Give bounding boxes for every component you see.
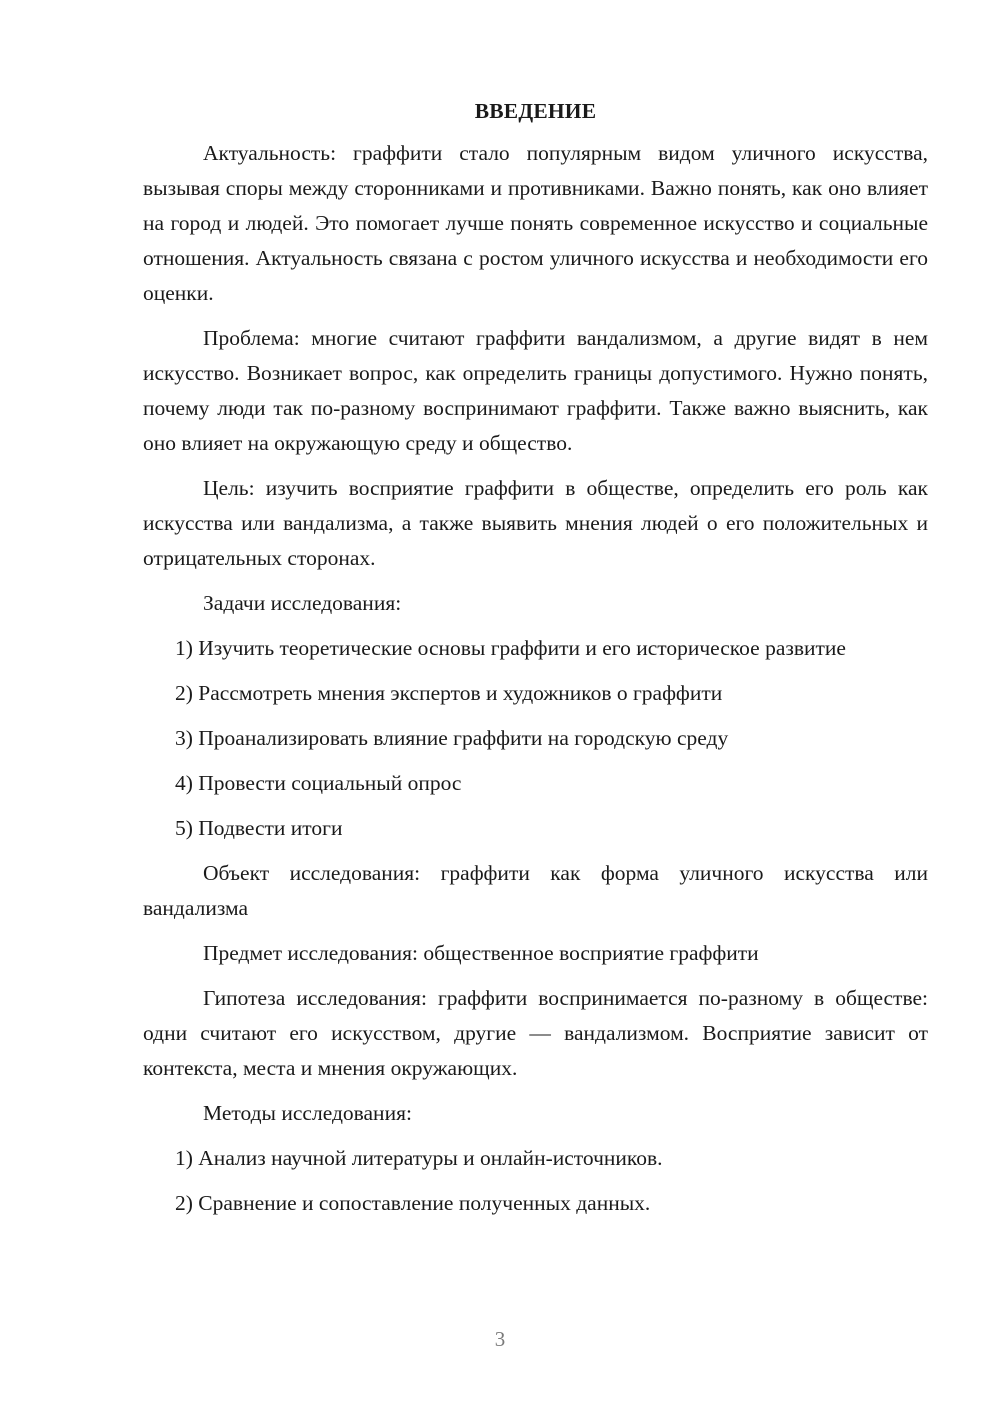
task-item-5: 5) Подвести итоги bbox=[175, 816, 343, 840]
task-item-1: 1) Изучить теоретические основы граффити и его историческое развитие bbox=[175, 636, 846, 660]
task-item-3: 3) Проанализировать влияние граффити на городскую среду bbox=[175, 726, 729, 750]
hypothesis-paragraph: Гипотеза исследования: граффити воспринимается по-разному в обществе: одни считают его искусством, другие — вандализмом. Восприятие зависит от контекста, места и мнения окружающих. bbox=[143, 986, 928, 1080]
object-paragraph: Объект исследования: граффити как форма уличного искусства или вандализма bbox=[143, 861, 928, 920]
methods-heading: Методы исследования: bbox=[203, 1101, 412, 1125]
page-content bbox=[143, 96, 928, 1231]
relevance-paragraph: Актуальность: граффити стало популярным видом уличного искусства, вызывая споры между сторонниками и противниками. Важно понять, как оно влияет на город и людей. Это помогает лучше понять современное искусство и социальные отношения. Актуальность связана с ростом уличного искусства и необходимости его оценки. bbox=[143, 141, 928, 305]
section-title: ВВЕДЕНИЕ bbox=[474, 99, 597, 123]
subject-paragraph: Предмет исследования: общественное восприятие граффити bbox=[203, 941, 759, 965]
method-item-2: 2) Сравнение и сопоставление полученных данных. bbox=[175, 1191, 651, 1215]
method-item-1: 1) Анализ научной литературы и онлайн-источников. bbox=[175, 1146, 663, 1170]
tasks-heading: Задачи исследования: bbox=[203, 591, 402, 615]
task-item-4: 4) Провести социальный опрос bbox=[175, 771, 462, 795]
task-item-2: 2) Рассмотреть мнения экспертов и художников о граффити bbox=[175, 681, 723, 705]
problem-paragraph: Проблема: многие считают граффити вандализмом, а другие видят в нем искусство. Возникает вопрос, как определить границы допустимого. Нужно понять, почему люди так по-разному воспринимают граффити. Также важно выяснить, как оно влияет на окружающую среду и общество. bbox=[143, 326, 928, 455]
page-number: 3 bbox=[494, 1327, 506, 1351]
goal-paragraph: Цель: изучить восприятие граффити в обществе, определить его роль как искусства или вандализма, а также выявить мнения людей о его положительных и отрицательных сторонах. bbox=[143, 476, 928, 570]
